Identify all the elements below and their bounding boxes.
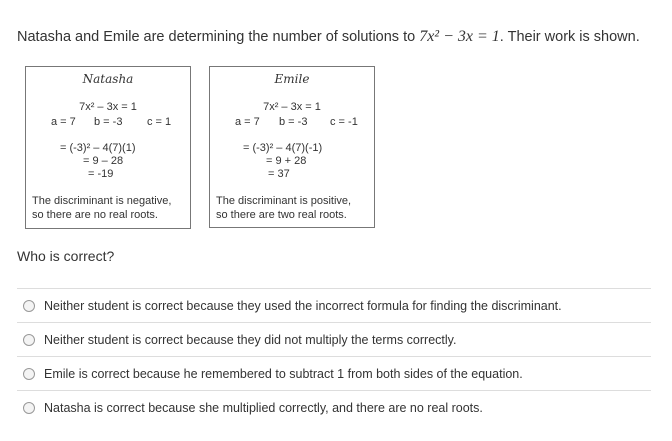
answer-options: [17, 288, 651, 424]
radio-button-icon[interactable]: [23, 300, 35, 312]
answer-option-label: Neither student is correct because they did not multiply the terms correctly.: [44, 332, 457, 347]
answer-option-label: Natasha is correct because she multiplied correctly, and there are no real roots.: [44, 400, 483, 415]
answer-option-3[interactable]: [17, 356, 651, 390]
prompt-text-before: Natasha and Emile are determining the number of solutions to: [17, 29, 420, 45]
emile-conclusion-line1: The discriminant is positive,: [216, 195, 352, 207]
radio-button-icon[interactable]: [23, 368, 35, 380]
prompt-equation: 7x² − 3x = 1: [419, 28, 500, 45]
natasha-step1: = (-3)² – 4(7)(1): [60, 142, 136, 154]
natasha-coef-c: c = 1: [147, 116, 172, 128]
natasha-name: Natasha: [82, 72, 134, 86]
prompt-text-after: . Their work is shown.: [499, 29, 640, 45]
natasha-step2: = 9 – 28: [83, 155, 124, 167]
emile-equation: 7x² – 3x = 1: [263, 101, 321, 113]
answer-option-2[interactable]: [17, 322, 651, 356]
answer-option-label: Neither student is correct because they used the incorrect formula for finding the discriminant.: [44, 298, 562, 313]
emile-step1: = (-3)² – 4(7)(-1): [243, 142, 323, 154]
answer-option-4[interactable]: [17, 390, 651, 424]
question-text: Who is correct?: [17, 248, 115, 264]
answer-option-label: Emile is correct because he remembered to subtract 1 from both sides of the equation.: [44, 366, 523, 381]
radio-button-icon[interactable]: [23, 402, 35, 414]
natasha-conclusion: [32, 194, 171, 222]
emile-conclusion: [216, 194, 351, 222]
answer-option-1[interactable]: [17, 288, 651, 322]
emile-step3: = 37: [268, 168, 290, 180]
natasha-work-card: [25, 66, 191, 229]
emile-conclusion-line2: so there are two real roots.: [216, 209, 347, 221]
emile-work-card: [209, 66, 375, 228]
radio-button-icon[interactable]: [23, 334, 35, 346]
emile-coef-a: a = 7: [235, 116, 260, 128]
natasha-coef-b: b = -3: [94, 116, 123, 128]
natasha-equation: 7x² – 3x = 1: [79, 101, 137, 113]
natasha-coef-a: a = 7: [51, 116, 76, 128]
emile-name: Emile: [274, 72, 310, 86]
emile-step2: = 9 + 28: [266, 155, 307, 167]
natasha-conclusion-line2: so there are no real roots.: [32, 209, 158, 221]
natasha-step3: = -19: [88, 168, 114, 180]
emile-coef-c: c = -1: [330, 116, 358, 128]
emile-coef-b: b = -3: [279, 116, 308, 128]
natasha-conclusion-line1: The discriminant is negative,: [32, 195, 172, 207]
question-prompt: [17, 28, 640, 46]
